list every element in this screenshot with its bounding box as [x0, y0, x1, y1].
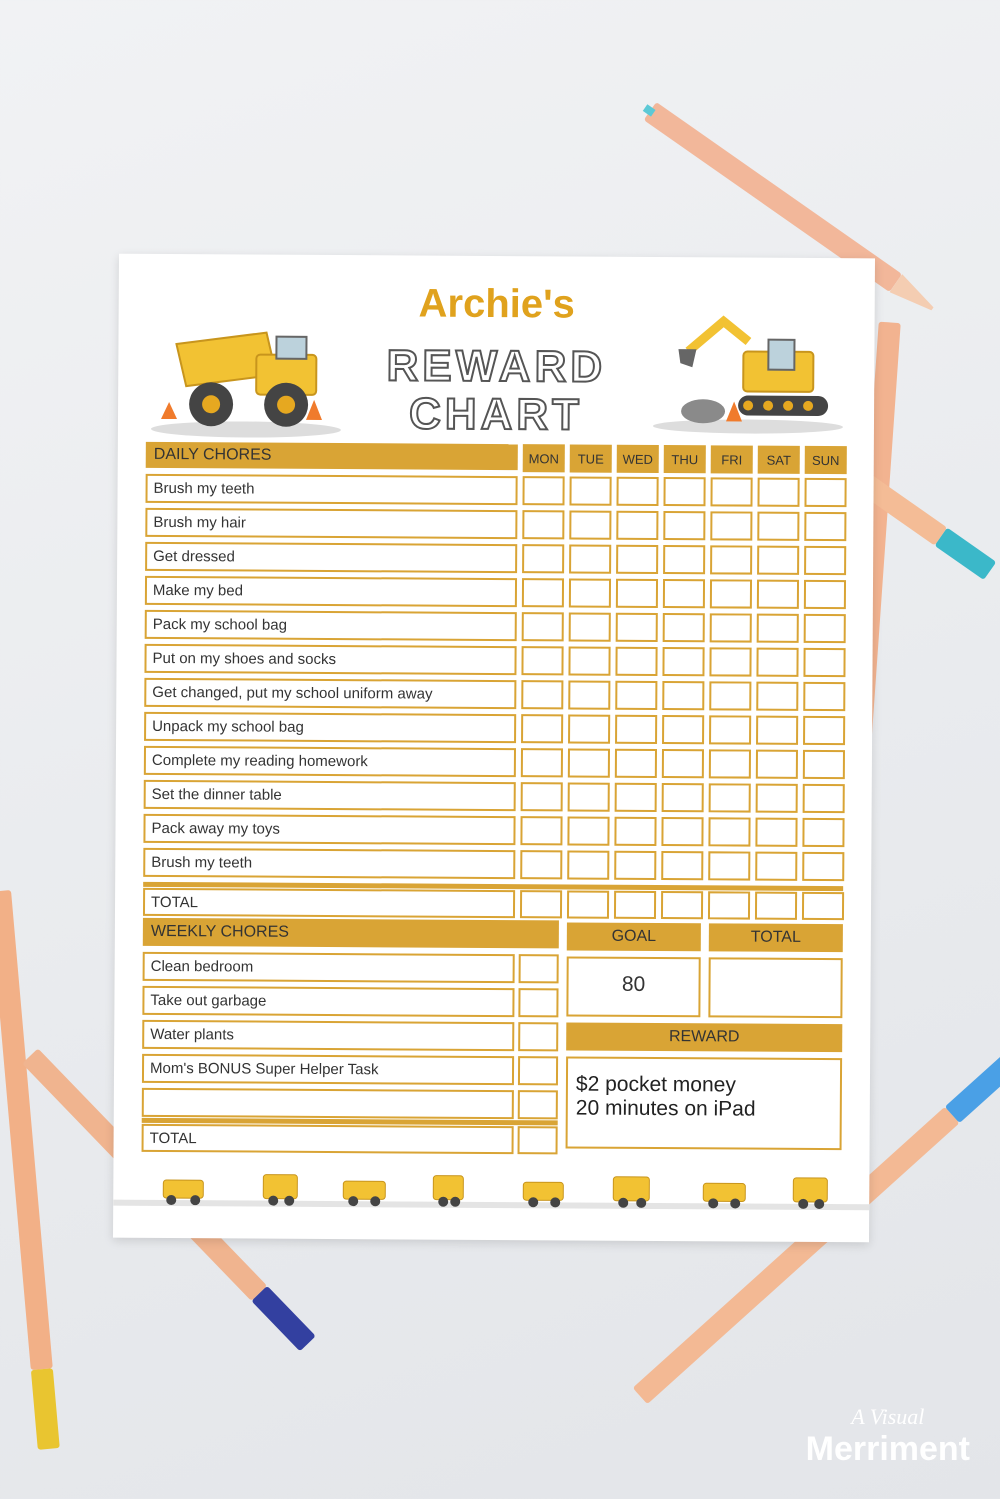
- checkbox-fri[interactable]: [708, 817, 750, 846]
- checkbox-mon[interactable]: [521, 748, 563, 777]
- daily-task: Get dressed: [145, 542, 517, 573]
- checkbox-thu[interactable]: [663, 477, 705, 506]
- daily-task: Brush my teeth: [145, 474, 517, 505]
- checkbox-thu[interactable]: [661, 817, 703, 846]
- checkbox-tue[interactable]: [569, 476, 611, 505]
- checkbox-wed[interactable]: [616, 511, 658, 540]
- day-header-sat: SAT: [758, 446, 800, 474]
- goal-total-header: TOTAL: [709, 923, 843, 952]
- checkbox-wed[interactable]: [615, 715, 657, 744]
- checkbox-wed[interactable]: [614, 817, 656, 846]
- checkbox-thu[interactable]: [662, 783, 704, 812]
- checkbox-sat[interactable]: [756, 648, 798, 677]
- checkbox-tue[interactable]: [568, 680, 610, 709]
- watermark-line-2: Merriment: [805, 1430, 970, 1468]
- checkbox-wed[interactable]: [616, 579, 658, 608]
- weekly-task: Take out garbage: [142, 986, 514, 1017]
- brand-watermark: [806, 1404, 970, 1469]
- checkbox-thu[interactable]: [662, 715, 704, 744]
- daily-total-label: TOTAL: [143, 888, 515, 918]
- weekly-total-label: TOTAL: [142, 1124, 514, 1154]
- checkbox-tue[interactable]: [568, 782, 610, 811]
- daily-total-mon[interactable]: [520, 890, 562, 918]
- checkbox-sun[interactable]: [804, 478, 846, 507]
- checkbox-fri[interactable]: [709, 715, 751, 744]
- checkbox-sun[interactable]: [804, 512, 846, 541]
- goal-total-box[interactable]: [708, 957, 842, 1018]
- weekly-checkbox[interactable]: [518, 1056, 558, 1085]
- checkbox-wed[interactable]: [614, 851, 656, 880]
- goal-value: 80: [621, 972, 646, 996]
- checkbox-sat[interactable]: [756, 716, 798, 745]
- checkbox-wed[interactable]: [615, 681, 657, 710]
- daily-task: Set the dinner table: [144, 780, 516, 811]
- daily-chores-header: DAILY CHORES: [146, 442, 518, 470]
- checkbox-fri[interactable]: [709, 749, 751, 778]
- weekly-total-box[interactable]: [518, 1126, 558, 1154]
- checkbox-sun[interactable]: [803, 750, 845, 779]
- checkbox-sat[interactable]: [757, 580, 799, 609]
- checkbox-sun[interactable]: [803, 648, 845, 677]
- checkbox-fri[interactable]: [709, 647, 751, 676]
- checkbox-tue[interactable]: [568, 748, 610, 777]
- checkbox-wed[interactable]: [615, 783, 657, 812]
- checkbox-thu[interactable]: [661, 851, 703, 880]
- goal-header: GOAL: [567, 922, 701, 951]
- excavator-icon: [648, 311, 849, 437]
- checkbox-fri[interactable]: [709, 681, 751, 710]
- weekly-checkbox[interactable]: [518, 988, 558, 1017]
- daily-task: Pack away my toys: [143, 814, 515, 845]
- checkbox-sun[interactable]: [804, 614, 846, 643]
- weekly-task: Clean bedroom: [143, 952, 515, 983]
- checkbox-sat[interactable]: [757, 512, 799, 541]
- reward-line-1: $2 pocket money: [575, 1072, 736, 1097]
- daily-total-sat[interactable]: [755, 892, 797, 920]
- daily-task: Pack my school bag: [145, 610, 517, 641]
- pencil-orange-left: [0, 890, 60, 1450]
- checkbox-sun[interactable]: [802, 852, 844, 881]
- checkbox-sat[interactable]: [757, 614, 799, 643]
- checkbox-fri[interactable]: [710, 545, 752, 574]
- checkbox-thu[interactable]: [663, 613, 705, 642]
- checkbox-sat[interactable]: [756, 750, 798, 779]
- daily-task: Unpack my school bag: [144, 712, 516, 743]
- daily-task: Complete my reading homework: [144, 746, 516, 777]
- checkbox-mon[interactable]: [521, 714, 563, 743]
- checkbox-sun[interactable]: [804, 546, 846, 575]
- checkbox-tue[interactable]: [569, 578, 611, 607]
- day-header-mon: MON: [523, 444, 565, 472]
- checkbox-thu[interactable]: [663, 579, 705, 608]
- checkbox-sat[interactable]: [756, 682, 798, 711]
- title-reward: REWARD: [386, 341, 607, 392]
- checkbox-sat[interactable]: [756, 784, 798, 813]
- checkbox-tue[interactable]: [568, 714, 610, 743]
- weekly-chores-header: WEEKLY CHORES: [143, 918, 559, 949]
- daily-total-sun[interactable]: [802, 892, 844, 920]
- checkbox-fri[interactable]: [710, 477, 752, 506]
- watermark-line-1: A Visual: [851, 1404, 925, 1429]
- checkbox-fri[interactable]: [709, 783, 751, 812]
- checkbox-tue[interactable]: [569, 510, 611, 539]
- checkbox-tue[interactable]: [569, 612, 611, 641]
- weekly-checkbox[interactable]: [519, 954, 559, 983]
- checkbox-sun[interactable]: [803, 682, 845, 711]
- checkbox-wed[interactable]: [615, 647, 657, 676]
- checkbox-tue[interactable]: [568, 646, 610, 675]
- weekly-task: Water plants: [142, 1020, 514, 1051]
- weekly-task: Mom's BONUS Super Helper Task: [142, 1054, 514, 1085]
- checkbox-wed[interactable]: [615, 749, 657, 778]
- checkbox-tue[interactable]: [569, 544, 611, 573]
- checkbox-fri[interactable]: [710, 511, 752, 540]
- checkbox-mon[interactable]: [520, 816, 562, 845]
- checkbox-sat[interactable]: [755, 852, 797, 881]
- dump-truck-icon: [146, 324, 347, 440]
- checkbox-wed[interactable]: [616, 613, 658, 642]
- day-header-tue: TUE: [570, 444, 612, 472]
- weekly-checkbox[interactable]: [518, 1090, 558, 1119]
- checkbox-fri[interactable]: [708, 851, 750, 880]
- day-header-thu: THU: [664, 445, 706, 473]
- checkbox-mon[interactable]: [520, 850, 562, 879]
- daily-task: Make my bed: [145, 576, 517, 607]
- checkbox-mon[interactable]: [521, 782, 563, 811]
- checkbox-sat[interactable]: [757, 478, 799, 507]
- daily-total-tue[interactable]: [567, 890, 609, 918]
- checkbox-thu[interactable]: [662, 681, 704, 710]
- checkbox-thu[interactable]: [662, 749, 704, 778]
- weekly-task: [142, 1088, 514, 1119]
- checkbox-tue[interactable]: [567, 850, 609, 879]
- checkbox-sun[interactable]: [803, 716, 845, 745]
- daily-total-fri[interactable]: [708, 891, 750, 919]
- checkbox-wed[interactable]: [616, 477, 658, 506]
- checkbox-mon[interactable]: [522, 612, 564, 641]
- checkbox-fri[interactable]: [710, 613, 752, 642]
- checkbox-mon[interactable]: [522, 476, 564, 505]
- construction-border-icon: [113, 1160, 869, 1215]
- checkbox-thu[interactable]: [663, 545, 705, 574]
- child-name: Archie's: [418, 281, 575, 327]
- daily-task: Put on my shoes and socks: [144, 644, 516, 675]
- checkbox-mon[interactable]: [521, 680, 563, 709]
- reward-header: REWARD: [566, 1022, 842, 1052]
- day-header-sun: SUN: [805, 446, 847, 474]
- checkbox-thu[interactable]: [663, 511, 705, 540]
- day-header-fri: FRI: [711, 445, 753, 473]
- checkbox-tue[interactable]: [567, 816, 609, 845]
- checkbox-mon[interactable]: [522, 544, 564, 573]
- checkbox-mon[interactable]: [522, 510, 564, 539]
- checkbox-sun[interactable]: [804, 580, 846, 609]
- reward-chart-sheet: [113, 254, 875, 1243]
- daily-task: Brush my hair: [145, 508, 517, 539]
- checkbox-sun[interactable]: [802, 818, 844, 847]
- weekly-checkbox[interactable]: [518, 1022, 558, 1051]
- checkbox-fri[interactable]: [710, 579, 752, 608]
- checkbox-wed[interactable]: [616, 545, 658, 574]
- daily-task: Get changed, put my school uniform away: [144, 678, 516, 709]
- checkbox-sun[interactable]: [803, 784, 845, 813]
- checkbox-sat[interactable]: [757, 546, 799, 575]
- daily-task: Brush my teeth: [143, 848, 515, 879]
- reward-line-2: 20 minutes on iPad: [575, 1096, 756, 1121]
- reward-text: [576, 1073, 756, 1122]
- day-header-wed: WED: [617, 445, 659, 473]
- checkbox-mon[interactable]: [521, 646, 563, 675]
- daily-total-wed[interactable]: [614, 891, 656, 919]
- checkbox-thu[interactable]: [662, 647, 704, 676]
- title-chart: CHART: [408, 389, 584, 440]
- checkbox-mon[interactable]: [522, 578, 564, 607]
- checkbox-sat[interactable]: [755, 818, 797, 847]
- daily-total-thu[interactable]: [661, 891, 703, 919]
